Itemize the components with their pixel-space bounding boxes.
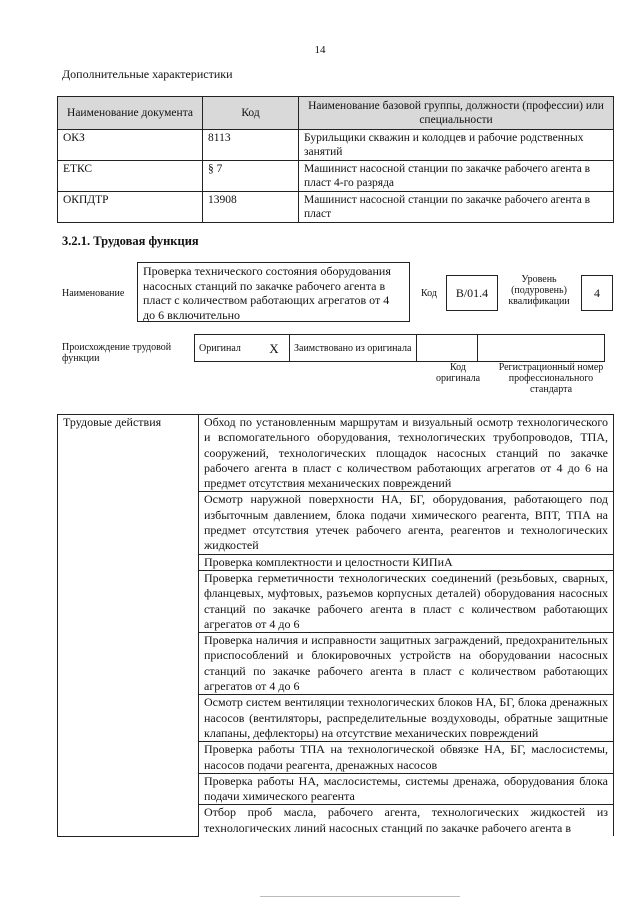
table-header-row [58, 97, 614, 130]
table-row [58, 415, 614, 492]
function-name-value: Проверка технического состояния оборудования насосных станций по закачке рабочего агента в пласт с количеством работающих агрегатов от 4 до 6 включительно [137, 262, 410, 322]
registration-number-caption: Регистрационный номер профессионального стандарта [498, 362, 604, 395]
labor-action-item: Проверка работы НА, маслосистемы, системы дренажа, оборудования блока подачи химического реагента [199, 773, 614, 805]
page-number: 14 [314, 44, 326, 56]
function-name-label: Наименование [62, 288, 125, 299]
row-code: § 7 [203, 161, 299, 192]
row-document: ОКЗ [58, 130, 203, 161]
header-code: Код [203, 97, 299, 130]
labor-action-item: Проверка наличия и исправности защитных заграждений, предохранительных приспособлений и блокировочных устройств на оборудовании насосных станций по закачке рабочего агента в пласт с количеством работающих агрегатов от 4 до 6 [199, 633, 614, 695]
labor-action-item: Проверка герметичности технологических соединений (резьбовых, сварных, фланцевых, муфтовых, разъемов корпусных деталей) оборудования насосных станций по закачке рабочего агента в пласт с количеством работающих агрегатов от 4 до 6 [199, 570, 614, 632]
qualification-level-label: Уровень (подуровень) квалификации [508, 274, 570, 307]
function-code-label: Код [421, 288, 437, 299]
row-group-name: Машинист насосной станции по закачке рабочего агента в пласт [299, 192, 614, 223]
row-document: ОКПДТР [58, 192, 203, 223]
row-code: 8113 [203, 130, 299, 161]
labor-action-item: Проверка работы ТПА на технологической обвязке НА, БГ, маслосистемы, насосов подачи реагента, дренажных насосов [199, 742, 614, 774]
labor-actions-table [57, 414, 614, 837]
borrowed-label: Заимствовано из оригинала [290, 335, 417, 362]
original-code-cell [417, 335, 478, 362]
labor-action-item: Отбор проб масла, рабочего агента, технологических жидкостей из технологических линий насосных станций по закачке рабочего агента в [199, 805, 614, 836]
labor-action-item: Осмотр систем вентиляции технологических блоков НА, БГ, блока дренажных насосов (вентиляторы, распределительные воздуховоды, обратные защитные клапаны, дефлекторы) на отсутствие механических повреждений [199, 695, 614, 742]
row-document: ЕТКС [58, 161, 203, 192]
header-group-name: Наименование базовой группы, должности (профессии) или специальности [299, 97, 614, 130]
section-title: 3.2.1. Трудовая функция [62, 234, 199, 248]
extra-characteristics-table [57, 96, 614, 223]
labor-action-item: Осмотр наружной поверхности НА, БГ, оборудования, работающего под избыточным давлением, блока подачи химического реагента, ВПТ, ТПА на предмет отсутствия утечек рабочего агента, реагентов и технологических жидкостей [199, 492, 614, 554]
row-code: 13908 [203, 192, 299, 223]
table-row [58, 161, 614, 192]
original-mark: X [259, 335, 290, 362]
qualification-level-value: 4 [581, 275, 613, 311]
labor-action-item: Обход по установленным маршрутам и визуальный осмотр технологического и вспомогательного оборудования, технологических трубопроводов, ТПА, сооружений, технологических площадок насосных станций по закачке рабочего агента в пласт с количеством работающих агрегатов от 4 до 6 на предмет отсутствия механических повреждений [199, 415, 614, 492]
origin-table [194, 334, 605, 362]
row-group-name: Машинист насосной станции по закачке рабочего агента в пласт 4-го разряда [299, 161, 614, 192]
row-group-name: Бурильщики скважин и колодцев и рабочие родственных занятий [299, 130, 614, 161]
labor-actions-label: Трудовые действия [58, 415, 199, 837]
labor-action-item: Проверка комплектности и целостности КИПиА [199, 554, 614, 570]
original-code-caption: Код оригинала [435, 362, 481, 384]
extra-characteristics-heading: Дополнительные характеристики [62, 67, 233, 81]
registration-number-cell [478, 335, 605, 362]
table-row [58, 130, 614, 161]
origin-label: Происхождение трудовой функции [62, 342, 172, 364]
original-label: Оригинал [195, 335, 260, 362]
table-row [58, 192, 614, 223]
function-code-value: B/01.4 [446, 275, 498, 311]
scan-edge-line [260, 896, 460, 897]
header-document: Наименование документа [58, 97, 203, 130]
